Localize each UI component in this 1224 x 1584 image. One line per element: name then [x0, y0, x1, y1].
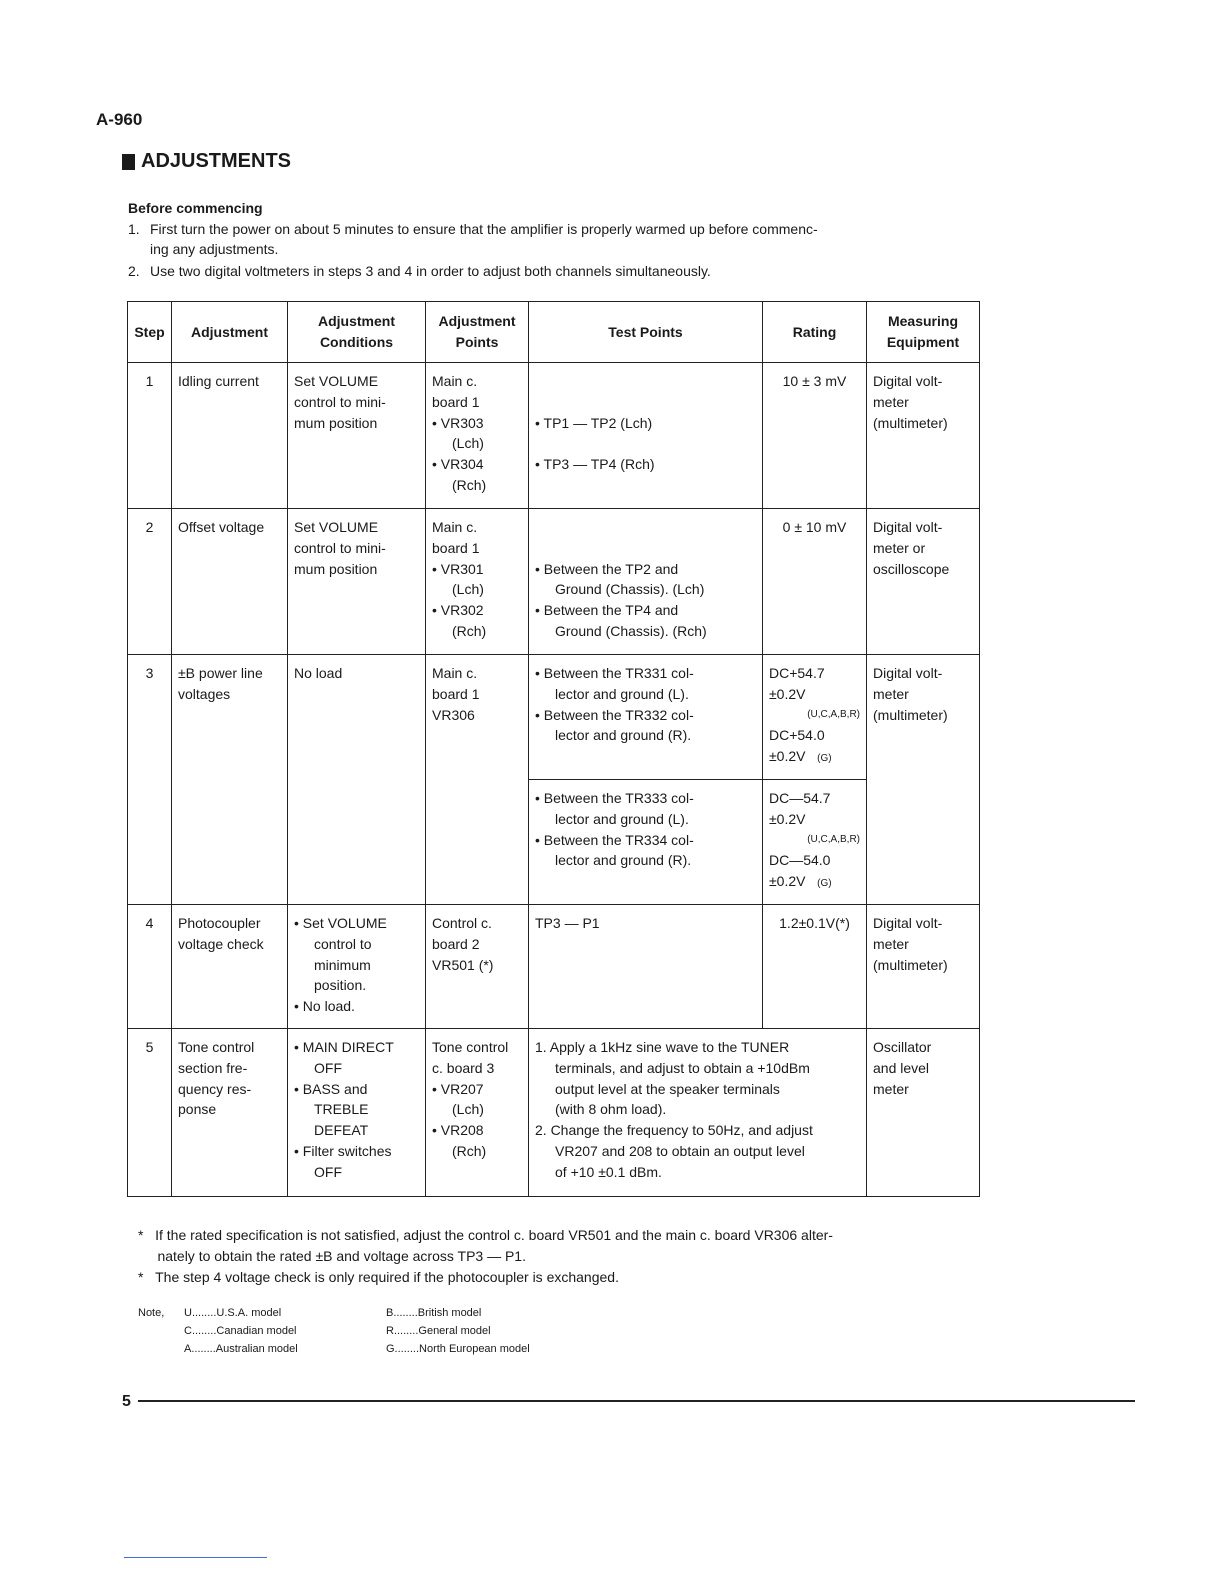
test-points-cell: • Between the TR331 col- lector and ground (L). • Between the TR332 col- lector and ground (R).: [529, 655, 763, 780]
rating-cell: 0 ± 10 mV: [763, 509, 867, 655]
rating-cell: DC—54.7 ±0.2V (U,C,A,B,R) DC—54.0 ±0.2V (G): [763, 780, 867, 905]
rating-cell: 10 ± 3 mV: [763, 363, 867, 509]
header-points: Adjustment Points: [426, 302, 529, 363]
table-row: [128, 905, 980, 1029]
note-models-right: B........British model R........General model G........North European model: [386, 1307, 530, 1355]
adjustment-cell: Offset voltage: [172, 509, 288, 655]
conditions-cell: Set VOLUME control to mini- mum position: [288, 509, 426, 655]
table-row: [128, 509, 980, 655]
conditions-cell: No load: [288, 655, 426, 905]
equipment-cell: Digital volt- meter (multimeter): [867, 363, 980, 509]
adjustments-table: [127, 301, 980, 1197]
table-row: [128, 655, 980, 780]
footnote-1: * If the rated specification is not satisfied, adjust the control c. board VR501 and the main c. board VR306 alter- nately to obtain the rated ±B and voltage across TP3 — P1.: [138, 1227, 833, 1264]
equipment-cell: Digital volt- meter (multimeter): [867, 655, 980, 905]
header-adjustment: Adjustment: [172, 302, 288, 363]
header-equipment: Measuring Equipment: [867, 302, 980, 363]
intro-heading: Before commencing: [128, 200, 263, 216]
test-points-cell: TP3 — P1: [529, 905, 763, 1029]
footnote-2: * The step 4 voltage check is only required if the photocoupler is exchanged.: [138, 1269, 619, 1285]
step-cell: 2: [128, 509, 172, 655]
table-header-row: [128, 302, 980, 363]
rating-cell: 1.2±0.1V(*): [763, 905, 867, 1029]
table-row: [128, 1029, 980, 1197]
points-cell: Main c. board 1 • VR301 (Lch) • VR302 (Rch): [426, 509, 529, 655]
equipment-cell: Oscillator and level meter: [867, 1029, 980, 1197]
conditions-cell: Set VOLUME control to mini- mum position: [288, 363, 426, 509]
points-cell: Tone control c. board 3 • VR207 (Lch) • VR208 (Rch): [426, 1029, 529, 1197]
points-cell: Main c. board 1 VR306: [426, 655, 529, 905]
equipment-cell: Digital volt- meter or oscilloscope: [867, 509, 980, 655]
scan-artifact-line: [124, 1557, 267, 1558]
note-models-left: U........U.S.A. model C........Canadian model A........Australian model: [184, 1307, 298, 1355]
step-cell: 4: [128, 905, 172, 1029]
section-title: [122, 150, 291, 173]
footer-rule: [138, 1400, 1135, 1402]
test-points-cell: 1. Apply a 1kHz sine wave to the TUNER terminals, and adjust to obtain a +10dBm output level at the speaker terminals (with 8 ohm load). 2. Change the frequency to 50Hz, and adjust VR207 and 208 to obtain an output level of +10 ±0.1 dBm.: [529, 1029, 867, 1197]
equipment-cell: Digital volt- meter (multimeter): [867, 905, 980, 1029]
points-cell: Main c. board 1 • VR303 (Lch) • VR304 (Rch): [426, 363, 529, 509]
adjustment-cell: Idling current: [172, 363, 288, 509]
adjustment-cell: ±B power line voltages: [172, 655, 288, 905]
rating-cell: DC+54.7 ±0.2V (U,C,A,B,R) DC+54.0 ±0.2V (G): [763, 655, 867, 780]
test-points-cell: • Between the TP2 and Ground (Chassis). (Lch) • Between the TP4 and Ground (Chassis). (Rch): [529, 509, 763, 655]
conditions-cell: • Set VOLUME control to minimum position. • No load.: [288, 905, 426, 1029]
step-cell: 5: [128, 1029, 172, 1197]
note-label: Note,: [138, 1307, 165, 1319]
points-cell: Control c. board 2 VR501 (*): [426, 905, 529, 1029]
header-step: Step: [128, 302, 172, 363]
intro-item-2: 2. Use two digital voltmeters in steps 3 and 4 in order to adjust both channels simultaneously.: [128, 263, 711, 279]
intro-item-1: 1. First turn the power on about 5 minutes to ensure that the amplifier is properly warmed up before commenc- ing any adjustments.: [128, 221, 818, 257]
step-cell: 3: [128, 655, 172, 905]
adjustment-cell: Photocoupler voltage check: [172, 905, 288, 1029]
model-number: A-960: [96, 110, 143, 129]
section-title-text: ADJUSTMENTS: [141, 150, 292, 172]
header-rating: Rating: [763, 302, 867, 363]
table-row: [128, 363, 980, 509]
test-points-cell: • TP1 — TP2 (Lch) • TP3 — TP4 (Rch): [529, 363, 763, 509]
header-conditions: Adjustment Conditions: [288, 302, 426, 363]
page-number: 5: [122, 1393, 131, 1410]
conditions-cell: • MAIN DIRECT OFF • BASS and TREBLE DEFEAT • Filter switches OFF: [288, 1029, 426, 1197]
header-test-points: Test Points: [529, 302, 763, 363]
square-bullet-icon: [122, 154, 135, 170]
step-cell: 1: [128, 363, 172, 509]
test-points-cell: • Between the TR333 col- lector and ground (L). • Between the TR334 col- lector and ground (R).: [529, 780, 763, 905]
adjustment-cell: Tone control section fre- quency res- ponse: [172, 1029, 288, 1197]
